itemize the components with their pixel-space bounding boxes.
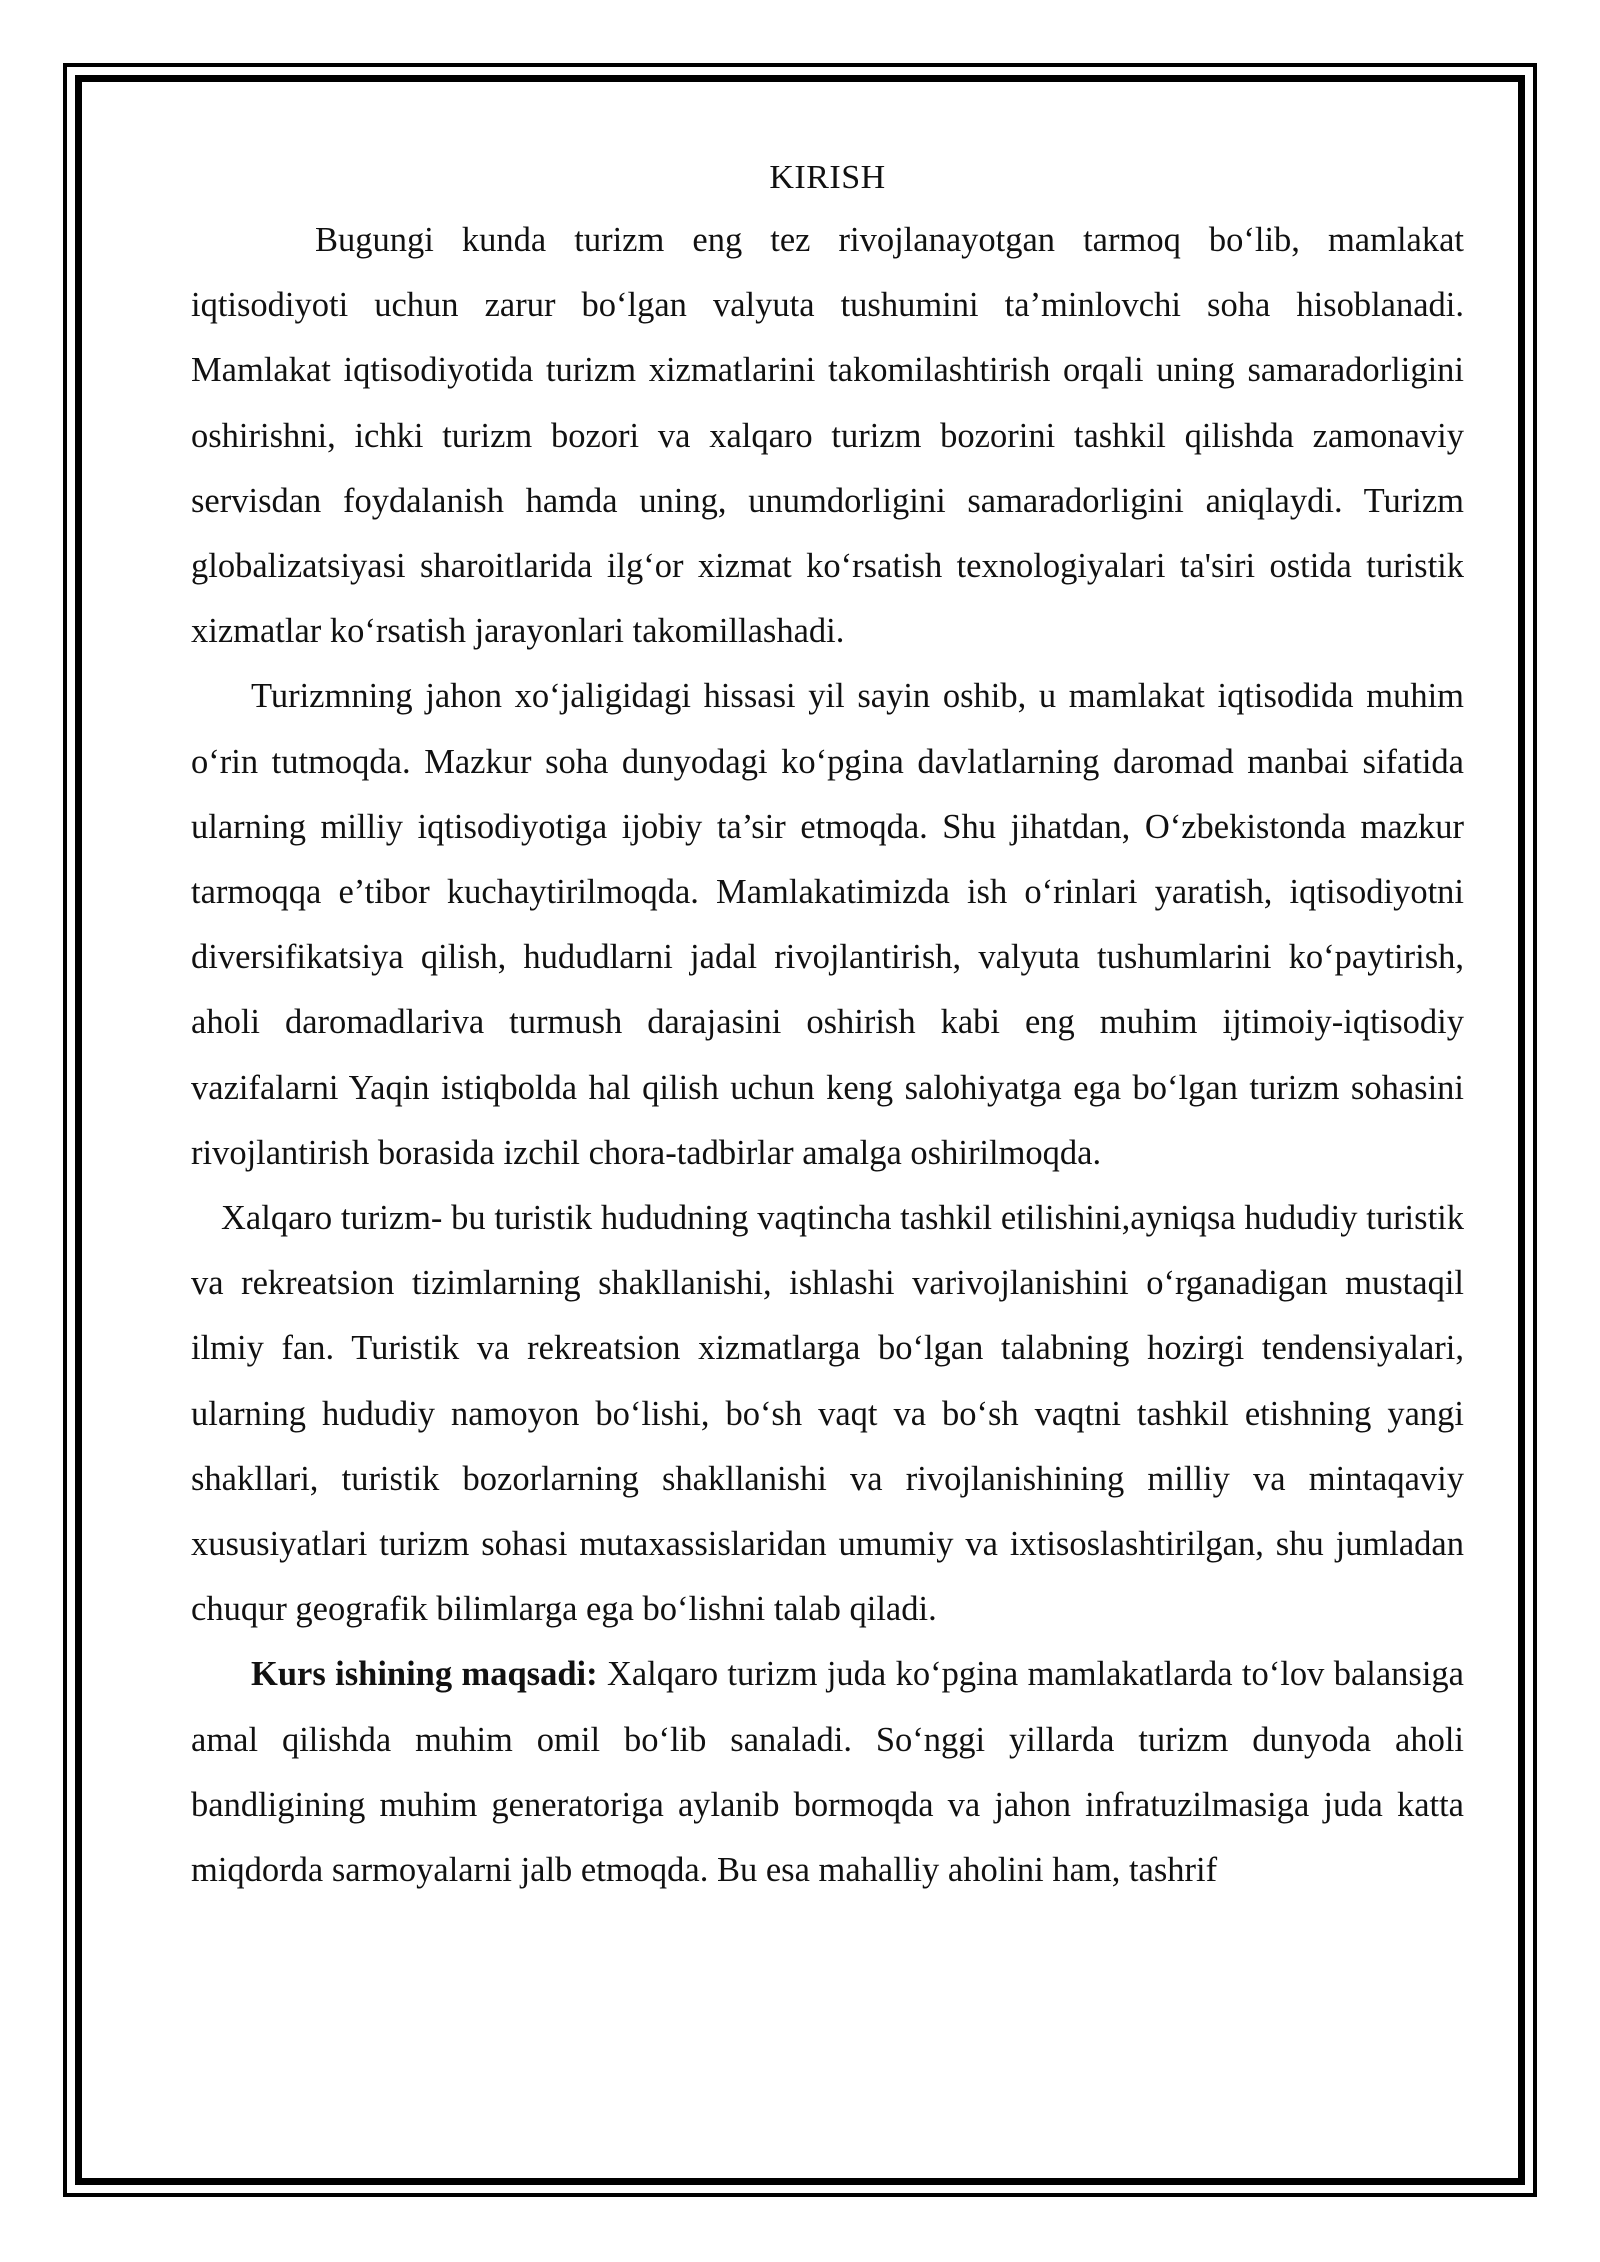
paragraph-tourism-share: Turizmning jahon xo‘jaligidagi hissasi yil sayin oshib, u mamlakat iqtisodida muhim o‘rin tutmoqda. Mazkur soha dunyodagi ko‘pgina davlatlarning daromad manbai sifatida ularning milliy iqtisodiyotiga ijobiy ta’sir etmoqda. Shu jihatdan, O‘zbekistonda mazkur tarmoqqa e’tibor kuchaytirilmoqda. Mamlakatimizda ish o‘rinlari yaratish, iqtisodiyotni diversifikatsiya qilish, hududlarni jadal rivojlantirish, valyuta tushumlarini ko‘paytirish, aholi daromadlariva turmush darajasini oshirish kabi eng muhim ijtimoiy-iqtisodiy vazifalarni Yaqin istiqbolda hal qilish uchun keng salohiyatga ega bo‘lgan turizm sohasini rivojlantirish borasida izchil chora-tadbirlar amalga oshirilmoqda. — [191, 677, 1464, 1172]
paragraph-intro: Bugungi kunda turizm eng tez rivojlanayotgan tarmoq bo‘lib, mamlakat iqtisodiyoti uchun zarur bo‘lgan valyuta tushumini ta’minlovchi soha hisoblanadi. Mamlakat iqtisodiyotida turizm xizmatlarini takomilashtirish orqali uning samaradorligini oshirishni, ichki turizm bozori va xalqaro turizm bozorini tashkil qilishda zamonaviy servisdan foydalanish hamda uning, unumdorligini samaradorligini aniqlaydi. Turizm globalizatsiyasi sharoitlarida ilg‘or xizmat ko‘rsatish texnologiyalari ta'siri ostida turistik xizmatlar ko‘rsatish jarayonlari takomillashadi. — [191, 221, 1464, 651]
course-goal-lead: Kurs ishining maqsadi: — [251, 1655, 598, 1694]
document-body — [191, 148, 1464, 1903]
page-title: KIRISH — [769, 159, 886, 196]
course-goal-text: Xalqaro turizm juda ko‘pgina mamlakatlarda to‘lov balansiga amal qilishda muhim omil bo‘lib sanaladi. So‘nggi yillarda turizm dunyoda aholi bandligining muhim generatoriga aylanib bormoqda va jahon infratuzilmasiga juda katta miqdorda sarmoyalarni jalb etmoqda. Bu esa mahalliy aholini ham, tashrif — [191, 1655, 1464, 1890]
paragraph-international-tourism: Xalqaro turizm- bu turistik hududning vaqtincha tashkil etilishini,ayniqsa hududiy turistik va rekreatsion tizimlarning shakllanishi, ishlashi varivojlanishini o‘rganadigan mustaqil ilmiy fan. Turistik va rekreatsion xizmatlarga bo‘lgan talabning hozirgi tendensiyalari, ularning hududiy namoyon bo‘lishi, bo‘sh vaqt va bo‘sh vaqtni tashkil etishning yangi shakllari, turistik bozorlarning shakllanishi va rivojlanishining milliy va mintaqaviy xususiyatlari turizm sohasi mutaxassislaridan umumiy va ixtisoslashtirilgan, shu jumladan chuqur geografik bilimlarga ega bo‘lishni talab qiladi. — [191, 1199, 1464, 1629]
paragraph-course-goal — [191, 1642, 1464, 1903]
